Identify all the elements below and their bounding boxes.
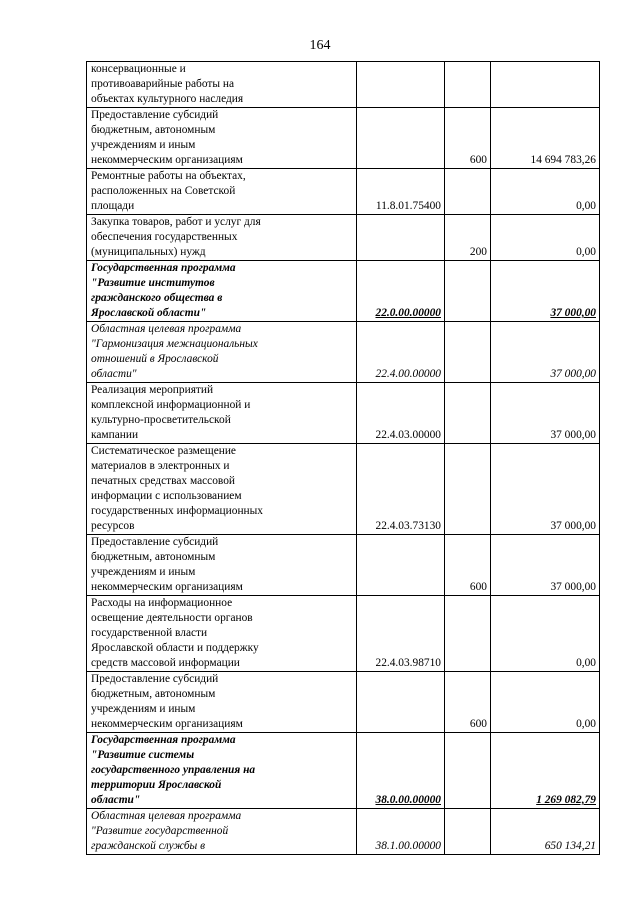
row-name: Областная целевая программа "Развитие государственной гражданской службы в bbox=[87, 809, 357, 855]
page-number: 164 bbox=[309, 38, 331, 53]
row-name: Ремонтные работы на объектах, расположенных на Советской площади bbox=[87, 169, 357, 215]
row-name: Расходы на информационное освещение деятельности органов государственной власти Ярославской области и поддержку средств массовой информации bbox=[87, 596, 357, 672]
row-expense-type bbox=[445, 733, 491, 809]
row-target-code bbox=[357, 672, 445, 733]
table-row bbox=[87, 322, 600, 383]
row-target-code: 22.4.03.73130 bbox=[357, 444, 445, 535]
row-amount: 650 134,21 bbox=[491, 809, 600, 855]
table-row bbox=[87, 596, 600, 672]
row-amount: 0,00 bbox=[491, 215, 600, 261]
row-amount: 37 000,00 bbox=[491, 444, 600, 535]
row-target-code bbox=[357, 215, 445, 261]
row-target-code: 22.4.03.00000 bbox=[357, 383, 445, 444]
row-name: Областная целевая программа "Гармонизация межнациональных отношений в Ярославской области" bbox=[87, 322, 357, 383]
row-amount bbox=[491, 62, 600, 108]
row-target-code: 38.0.00.00000 bbox=[357, 733, 445, 809]
row-name: Предоставление субсидий бюджетным, автономным учреждениям и иным некоммерческим организациям bbox=[87, 535, 357, 596]
table-row bbox=[87, 535, 600, 596]
row-amount: 37 000,00 bbox=[491, 261, 600, 322]
row-target-code: 38.1.00.00000 bbox=[357, 809, 445, 855]
row-name: Государственная программа "Развитие системы государственного управления на территории Ярославской области" bbox=[87, 733, 357, 809]
row-expense-type: 200 bbox=[445, 215, 491, 261]
row-name: Закупка товаров, работ и услуг для обеспечения государственных (муниципальных) нужд bbox=[87, 215, 357, 261]
row-expense-type bbox=[445, 444, 491, 535]
row-target-code bbox=[357, 62, 445, 108]
table-row bbox=[87, 383, 600, 444]
row-name: Государственная программа "Развитие институтов гражданского общества в Ярославской области" bbox=[87, 261, 357, 322]
row-expense-type bbox=[445, 169, 491, 215]
table-row bbox=[87, 444, 600, 535]
row-target-code bbox=[357, 535, 445, 596]
row-amount: 0,00 bbox=[491, 169, 600, 215]
row-amount: 0,00 bbox=[491, 672, 600, 733]
table-row bbox=[87, 108, 600, 169]
table-row bbox=[87, 261, 600, 322]
table-row bbox=[87, 672, 600, 733]
row-amount: 0,00 bbox=[491, 596, 600, 672]
row-amount: 14 694 783,26 bbox=[491, 108, 600, 169]
budget-table bbox=[86, 61, 600, 855]
table-row bbox=[87, 809, 600, 855]
table-row bbox=[87, 215, 600, 261]
row-expense-type: 600 bbox=[445, 672, 491, 733]
row-name: Предоставление субсидий бюджетным, автономным учреждениям и иным некоммерческим организациям bbox=[87, 672, 357, 733]
row-target-code: 22.4.03.98710 bbox=[357, 596, 445, 672]
row-target-code bbox=[357, 108, 445, 169]
row-expense-type bbox=[445, 322, 491, 383]
row-name: Предоставление субсидий бюджетным, автономным учреждениям и иным некоммерческим организациям bbox=[87, 108, 357, 169]
row-amount: 1 269 082,79 bbox=[491, 733, 600, 809]
row-expense-type bbox=[445, 261, 491, 322]
row-name: Реализация мероприятий комплексной информационной и культурно-просветительской кампании bbox=[87, 383, 357, 444]
row-expense-type: 600 bbox=[445, 535, 491, 596]
table-row bbox=[87, 169, 600, 215]
row-expense-type: 600 bbox=[445, 108, 491, 169]
row-amount: 37 000,00 bbox=[491, 322, 600, 383]
row-name: Систематическое размещение материалов в электронных и печатных средствах массовой информации с использованием государственных информационных ресурсов bbox=[87, 444, 357, 535]
row-target-code: 22.0.00.00000 bbox=[357, 261, 445, 322]
row-expense-type bbox=[445, 596, 491, 672]
row-amount: 37 000,00 bbox=[491, 535, 600, 596]
table-body bbox=[87, 62, 600, 855]
row-target-code: 22.4.00.00000 bbox=[357, 322, 445, 383]
table-row bbox=[87, 733, 600, 809]
row-amount: 37 000,00 bbox=[491, 383, 600, 444]
row-expense-type bbox=[445, 62, 491, 108]
row-expense-type bbox=[445, 809, 491, 855]
table-row bbox=[87, 62, 600, 108]
row-name: консервационные и противоаварийные работы на объектах культурного наследия bbox=[87, 62, 357, 108]
row-target-code: 11.8.01.75400 bbox=[357, 169, 445, 215]
row-expense-type bbox=[445, 383, 491, 444]
